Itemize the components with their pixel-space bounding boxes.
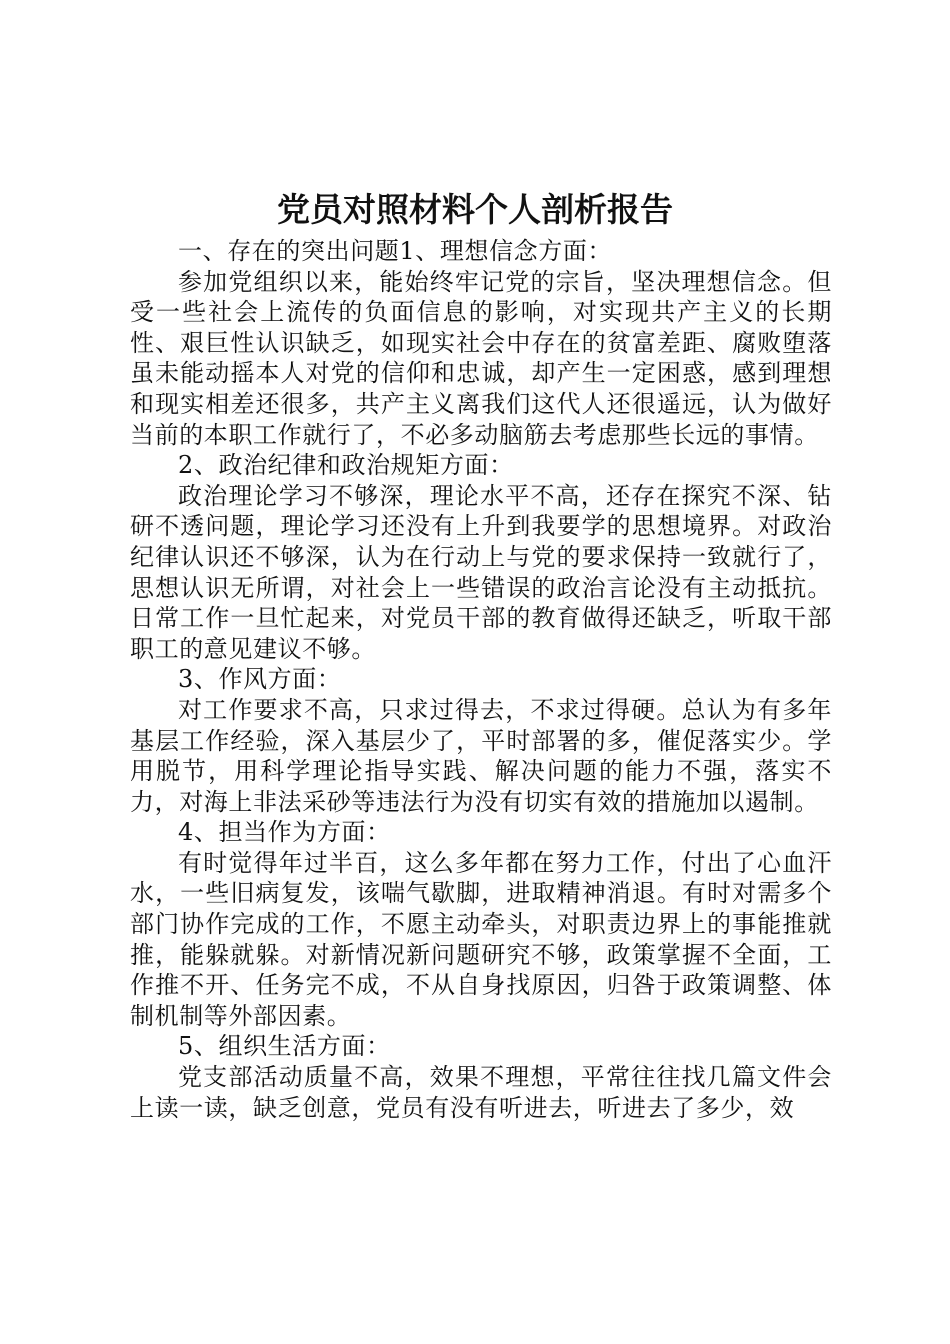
paragraph-style: 对工作要求不高，只求过得去，不求过得硬。总认为有多年基层工作经验，深入基层少了，平时部署的多，催促落实少。学用脱节，用科学理论指导实践、解决问题的能力不强，落实不力，对海上非法采砂等违法行为没有切实有效的措施加以遏制。 — [130, 695, 832, 816]
paragraph-organization: 党支部活动质量不高，效果不理想，平常往往找几篇文件会上读一读，缺乏创意，党员有没有听进去，听进去了多少，效 — [130, 1063, 832, 1122]
paragraph-responsibility: 有时觉得年过半百，这么多年都在努力工作，付出了心血汗水，一些旧病复发，该喘气歇脚，进取精神消退。有时对需多个部门协作完成的工作，不愿主动牵头，对职责边界上的事能推就推，能躲就躲。对新情况新问题研究不够，政策掌握不全面，工作推不开、任务完不成，不从自身找原因，归咎于政策调整、体制机制等外部因素。 — [130, 848, 832, 1030]
section-heading-ideals: 一、存在的突出问题1、理想信念方面： — [178, 237, 613, 265]
section-heading-organization: 5、组织生活方面： — [178, 1032, 391, 1061]
section-heading-style: 3、作风方面： — [178, 665, 342, 694]
document-body — [130, 236, 832, 1123]
paragraph-ideals: 参加党组织以来，能始终牢记党的宗旨，坚决理想信念。但受一些社会上流传的负面信息的影响，对实现共产主义的长期性、艰巨性认识缺乏，如现实社会中存在的贫富差距、腐败堕落虽未能动摇本人对党的信仰和忠诚，却产生一定困惑，感到理想和现实相差还很多，共产主义离我们这代人还很遥远，认为做好当前的本职工作就行了，不必多动脑筋去考虑那些长远的事情。 — [130, 267, 832, 449]
section-heading-responsibility: 4、担当作为方面： — [178, 818, 391, 847]
paragraph-discipline: 政治理论学习不够深，理论水平不高，还存在探究不深、钻研不透问题，理论学习还没有上升到我要学的思想境界。对政治纪律认识还不够深，认为在行动上与党的要求保持一致就行了，思想认识无所谓，对社会上一些错误的政治言论没有主动抵抗。日常工作一旦忙起来，对党员干部的教育做得还缺乏，听取干部职工的意见建议不够。 — [130, 481, 832, 663]
document-title: 党员对照材料个人剖析报告 — [277, 190, 673, 229]
section-heading-discipline: 2、政治纪律和政治规矩方面： — [178, 451, 514, 480]
